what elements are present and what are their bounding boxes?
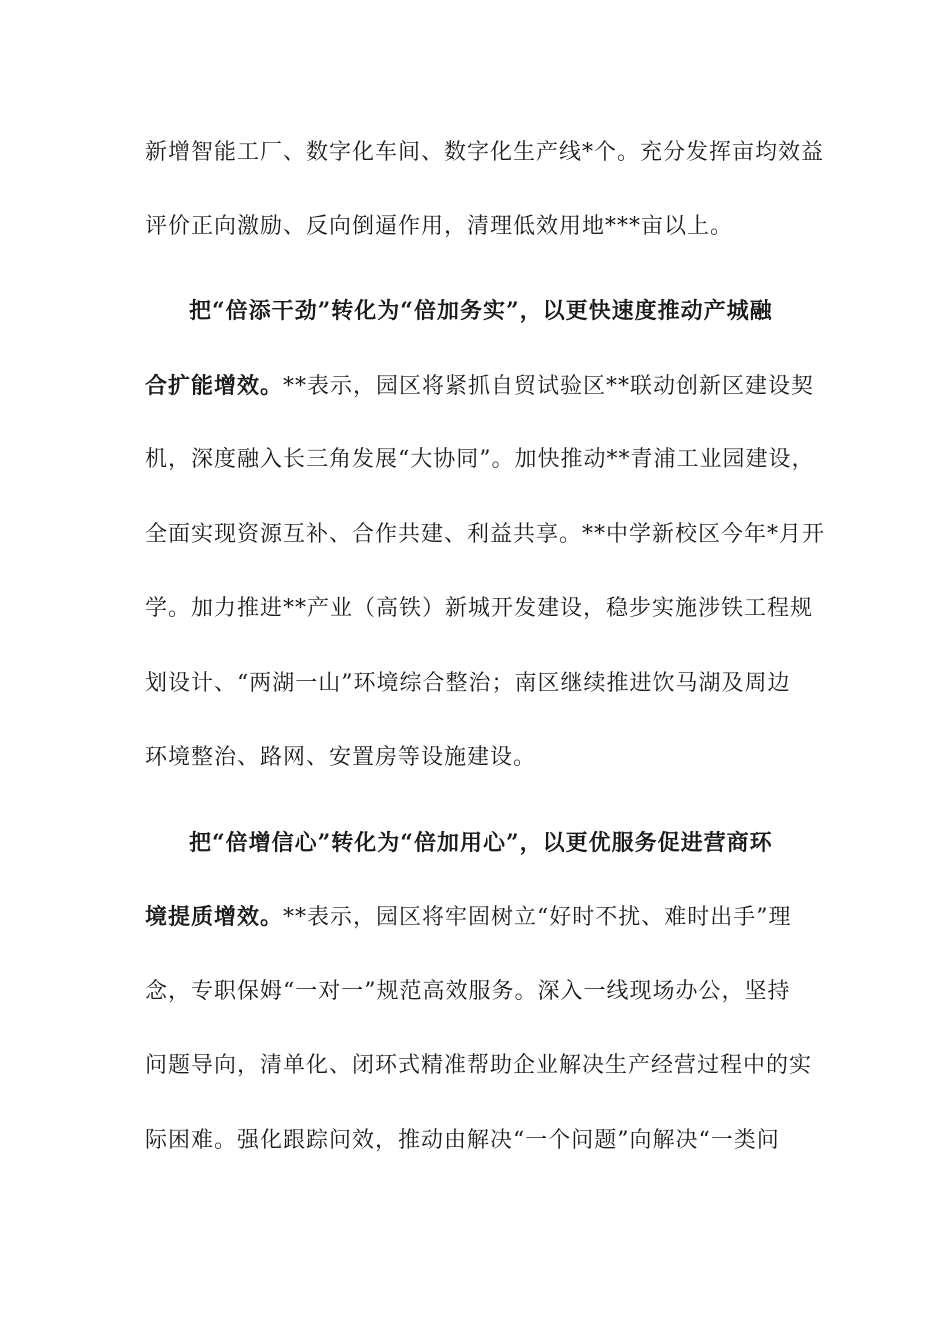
paragraph-3-line-4: 际困难。强化跟踪问效，推动由解决“一个问题”向解决“一类问 [145,1128,780,1153]
paragraph-2-heading-cont: 合扩能增效。 [145,373,284,399]
paragraph-2-line-6: 环境整治、路网、安置房等设施建设。 [145,745,537,770]
paragraph-2-text: **表示，园区将紧抓自贸试验区**联动创新区建设契 [283,374,815,399]
paragraph-3-text: **表示，园区将牢固树立“好时不扰、难时出手”理 [283,905,792,930]
paragraph-2-line-2: 机，深度融入长三角发展“大协同”。加快推动**青浦工业园建设， [145,447,815,472]
paragraph-1-line-2: 评价正向激励、反向倒逼作用，清理低效用地***亩以上。 [145,214,734,239]
paragraph-3-line-1 [145,897,815,937]
paragraph-2-heading: 把“倍添干劲”转化为“倍加务实”，以更快速度推动产城融 [189,298,773,324]
paragraph-3-line-2: 念，专职保姆“一对一”规范高效服务。深入一线现场办公，坚持 [145,979,791,1004]
paragraph-3-heading-cont: 境提质增效。 [145,904,284,930]
paragraph-2-line-4: 学。加力推进**产业（高铁）新城开发建设，稳步实施涉铁工程规 [145,596,814,621]
paragraph-3-heading: 把“倍增信心”转化为“倍加用心”，以更优服务促进营商环 [189,830,773,856]
paragraph-2-line-5: 划设计、“两湖一山”环境综合整治；南区继续推进饮马湖及周边 [145,671,791,696]
paragraph-2-line-3: 全面实现资源互补、合作共建、利益共享。**中学新校区今年*月开 [145,522,826,547]
paragraph-1-line-1: 新增智能工厂、数字化车间、数字化生产线*个。充分发挥亩均效益 [145,140,825,165]
paragraph-2-line-1 [145,366,815,406]
paragraph-3-line-3: 问题导向，清单化、闭环式精准帮助企业解决生产经营过程中的实 [145,1053,813,1078]
